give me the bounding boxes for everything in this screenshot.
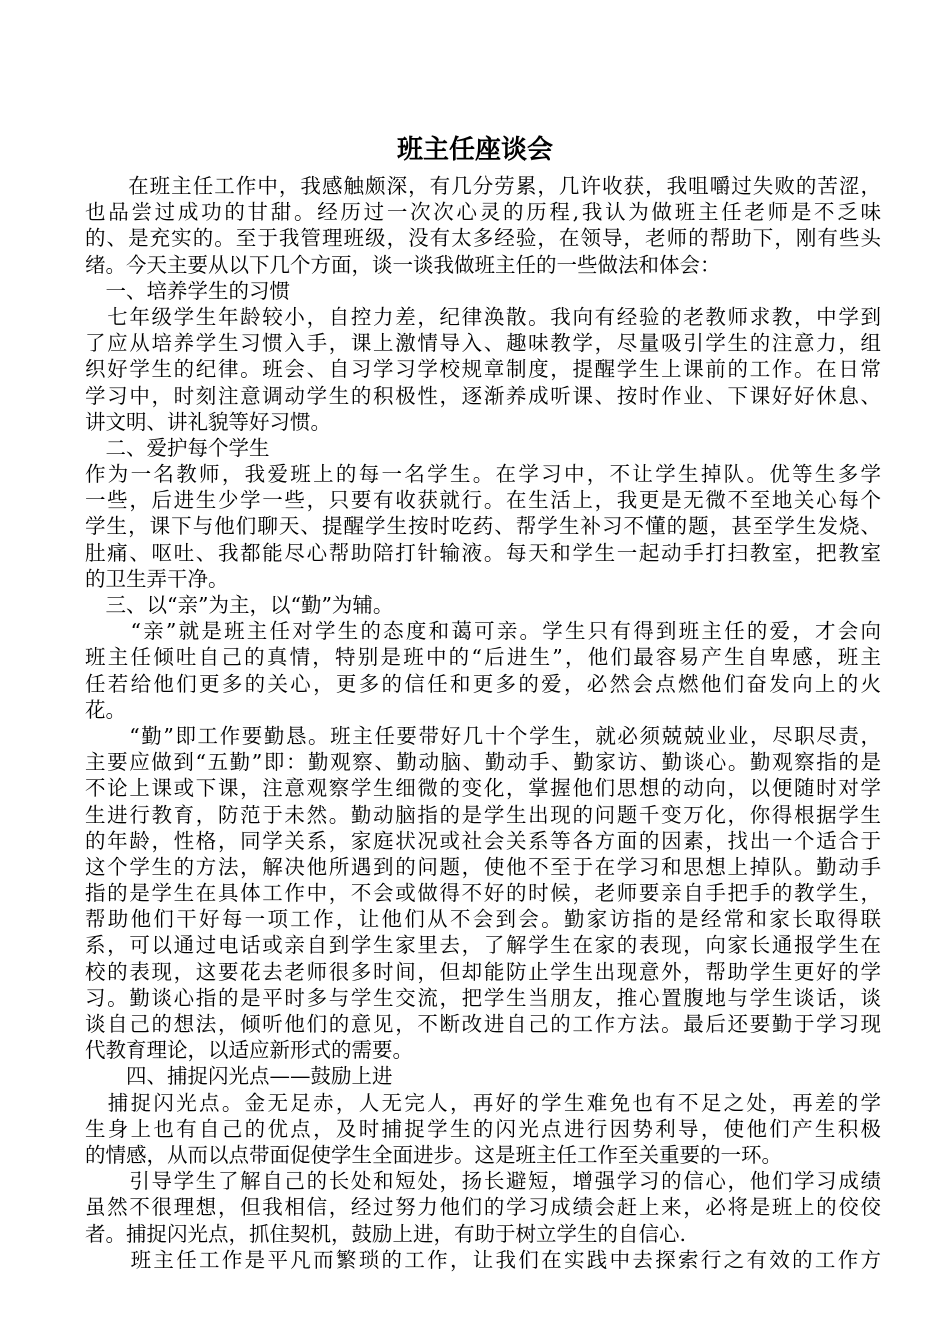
text-line: 也品尝过成功的甘甜。经历过一次次心灵的历程,我认为做班主任老师是不乏味 xyxy=(85,200,881,225)
text-line: 习。勤谈心指的是平时多与学生交流，把学生当朋友，推心置腹地与学生谈话，谈 xyxy=(85,985,881,1010)
text-line: 讲文明、讲礼貌等好习惯。 xyxy=(85,409,331,434)
text-line: 任若给他们更多的关心，更多的信任和更多的爱，必然会点燃他们奋发向上的火 xyxy=(85,671,881,696)
text-line: 绪。今天主要从以下几个方面，谈一谈我做班主任的一些做法和体会： xyxy=(85,252,721,277)
text-line: 校的表现，这要花去老师很多时间，但却能防止学生出现意外，帮助学生更好的学 xyxy=(85,959,881,984)
text-line: 班主任倾吐自己的真情，特别是班中的“后进生”，他们最容易产生自卑感，班主 xyxy=(85,645,881,670)
text-line: 在班主任工作中，我感触颇深，有几分劳累，几许收获，我咀嚼过失败的苦涩， xyxy=(85,174,881,198)
text-line: “亲”就是班主任对学生的态度和蔼可亲。学生只有得到班主任的爱，才会向 xyxy=(85,619,881,644)
text-line: 三、以“亲”为主，以“勤”为辅。 xyxy=(85,593,394,617)
text-line: 七年级学生年龄较小，自控力差，纪律涣散。我向有经验的老教师求教，中学到 xyxy=(85,304,881,329)
text-line: 肚痛、呕吐、我都能尽心帮助陪打针输液。每天和学生一起动手打扫教室，把教室 xyxy=(85,540,881,565)
text-line: 生进行教育，防范于未然。勤动脑指的是学生出现的问题千变万化，你得根据学生 xyxy=(85,802,881,827)
text-line: 学习中，时刻注意调动学生的积极性，逐渐养成听课、按时作业、下课好好休息、 xyxy=(85,383,881,408)
text-line: “勤”即工作要勤恳。班主任要带好几十个学生，就必须兢兢业业，尽职尽责， xyxy=(85,723,881,748)
text-line: 作为一名教师，我爱班上的每一名学生。在学习中，不让学生掉队。优等生多学 xyxy=(85,462,881,487)
text-line: 捕捉闪光点。金无足赤，人无完人，再好的学生难免也有不足之处，再差的学 xyxy=(85,1090,881,1115)
text-line: 的年龄，性格，同学关系，家庭状况或社会关系等各方面的因素，找出一个适合于 xyxy=(85,828,881,853)
text-line: 四、捕捉闪光点——鼓励上进 xyxy=(85,1064,393,1089)
text-line: 主要应做到“五勤”即：勤观察、勤动脑、勤动手、勤家访、勤谈心。勤观察指的是 xyxy=(85,750,881,775)
text-line: 虽然不很理想，但我相信，经过努力他们的学习成绩会赶上来，必将是班上的佼佼 xyxy=(85,1195,881,1220)
text-line: 学生，课下与他们聊天、提醒学生按时吃药、帮学生补习不懂的题，甚至学生发烧、 xyxy=(85,514,881,539)
text-line: 班主任工作是平凡而繁琐的工作，让我们在实践中去探索行之有效的工作方 xyxy=(85,1247,881,1272)
text-line: 一些，后进生少学一些，只要有收获就行。在生活上，我更是无微不至地关心每个 xyxy=(85,488,881,513)
text-line: 了应从培养学生习惯入手，课上激情导入、趣味教学，尽量吸引学生的注意力，组 xyxy=(85,331,881,356)
text-line: 织好学生的纪律。班会、自习学习学校规章制度，提醒学生上课前的工作。在日常 xyxy=(85,357,881,382)
text-line: 一、培养学生的习惯 xyxy=(85,278,290,303)
text-line: 指的是学生在具体工作中，不会或做得不好的时候，老师要亲自手把手的教学生， xyxy=(85,881,881,906)
document-body xyxy=(85,173,881,1273)
text-line: 引导学生了解自己的长处和短处，扬长避短，增强学习的信心，他们学习成绩 xyxy=(85,1169,881,1194)
text-line: 帮助他们干好每一项工作，让他们从不会到会。勤家访指的是经常和家长取得联 xyxy=(85,907,881,932)
text-line: 者。捕捉闪光点，抓住契机，鼓励上进，有助于树立学生的自信心. xyxy=(85,1221,687,1246)
text-line: 二、爱护每个学生 xyxy=(85,435,270,460)
text-line: 的卫生弄干净。 xyxy=(85,566,229,591)
text-line: 花。 xyxy=(85,697,126,722)
text-line: 系，可以通过电话或亲自到学生家里去，了解学生在家的表现，向家长通报学生在 xyxy=(85,933,881,958)
text-line: 代教育理论，以适应新形式的需要。 xyxy=(85,1038,413,1063)
text-line: 生身上也有自己的优点，及时捕捉学生的闪光点进行因势利导，使他们产生积极 xyxy=(85,1116,881,1141)
text-line: 的情感，从而以点带面促使学生全面进步。这是班主任工作至关重要的一环。 xyxy=(85,1142,782,1167)
text-line: 的、是充实的。至于我管理班级，没有太多经验，在领导，老师的帮助下，刚有些头 xyxy=(85,226,881,251)
document-title: 班主任座谈会 xyxy=(396,135,553,165)
text-line: 这个学生的方法，解决他所遇到的问题，使他不至于在学习和思想上掉队。勤动手 xyxy=(85,854,881,879)
text-line: 谈自己的想法，倾听他们的意见，不断改进自己的工作方法。最后还要勤于学习现 xyxy=(85,1012,881,1036)
text-line: 不论上课或下课，注意观察学生细微的变化，掌握他们思想的动向，以便随时对学 xyxy=(85,776,881,801)
